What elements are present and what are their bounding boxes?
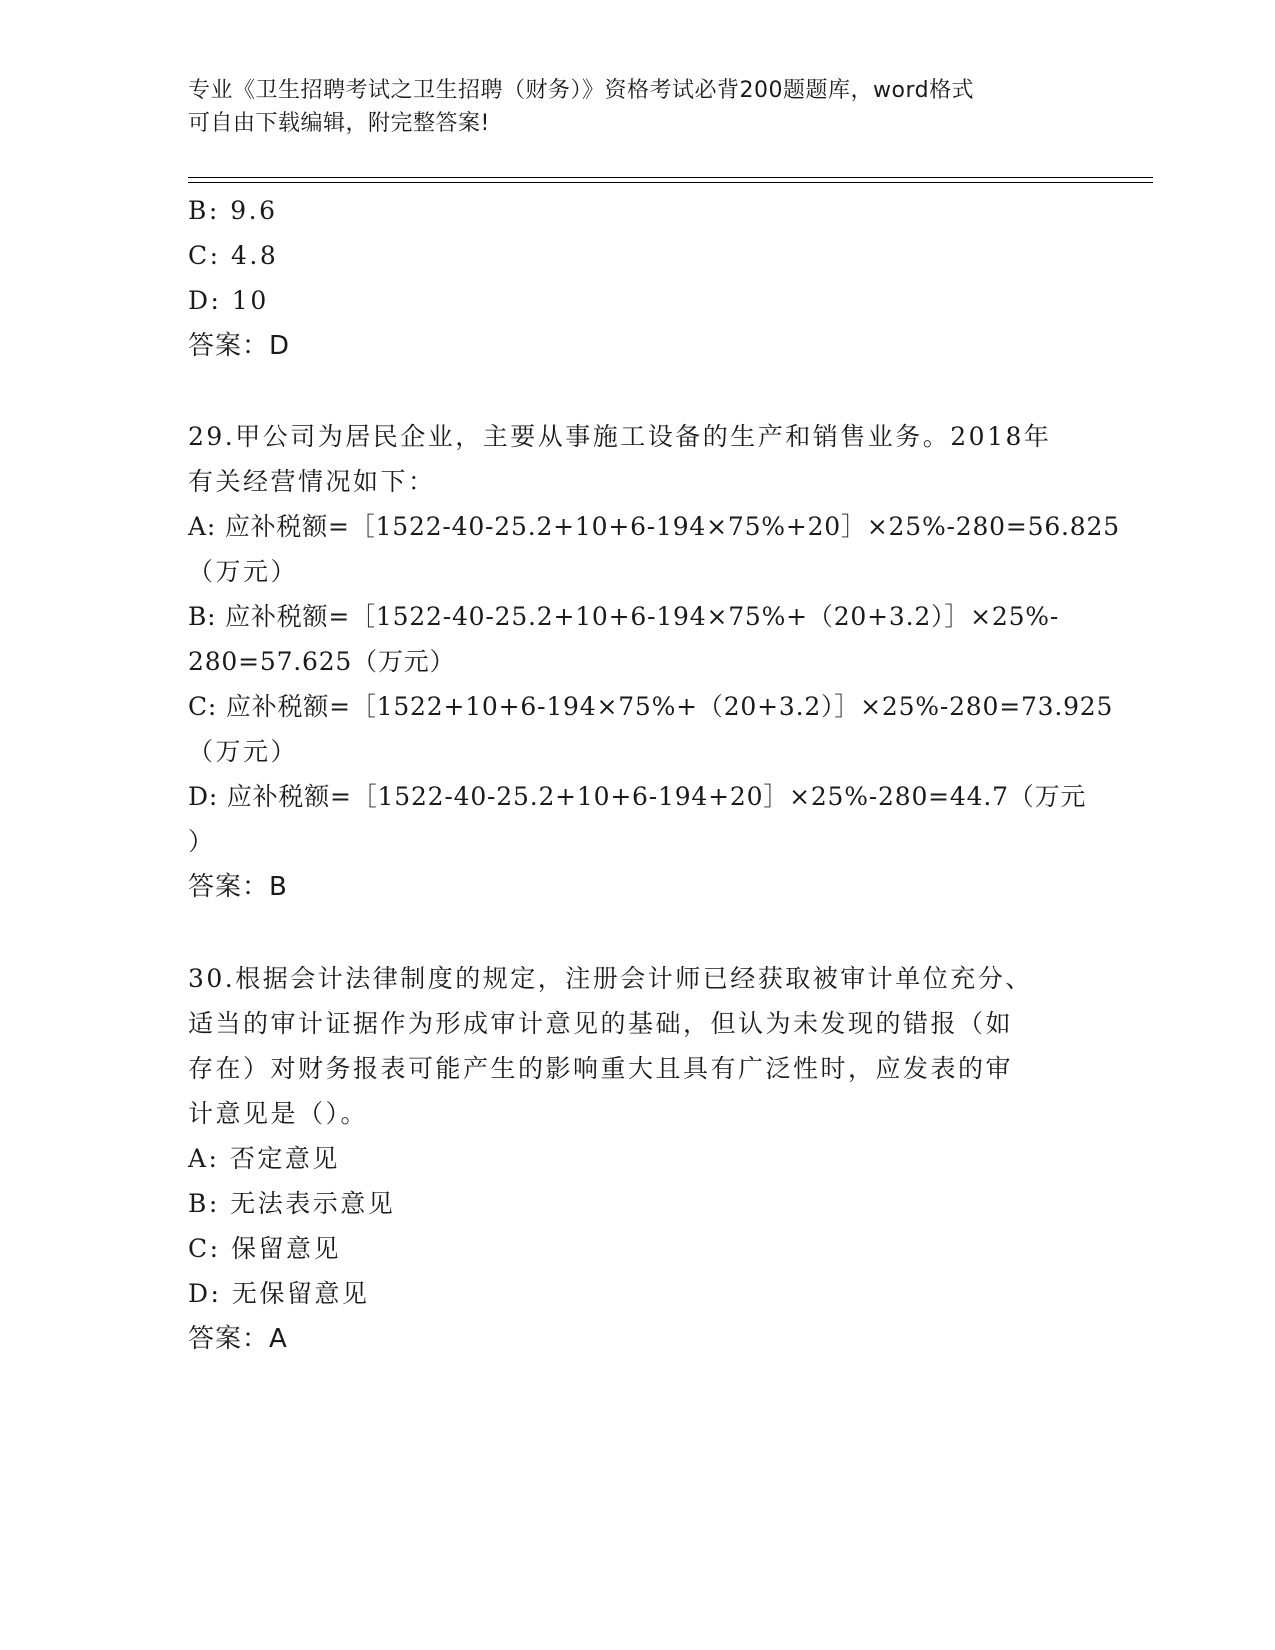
q28-option-b: B: 9.6 [188, 196, 278, 225]
q30-option-c: C: 保留意见 [188, 1234, 341, 1263]
q30-option-b: B: 无法表示意见 [188, 1189, 396, 1218]
q29-option-a-line-2: （万元） [188, 557, 299, 586]
q30-stem-line-1: 30.根据会计法律制度的规定，注册会计师已经获取被审计单位充分、 [188, 964, 1033, 993]
q28-option-c: C: 4.8 [188, 241, 279, 270]
q29-stem-line-2: 有关经营情况如下： [188, 467, 436, 496]
q29-answer: 答案：B [188, 872, 288, 902]
q30-stem-line-2: 适当的审计证据作为形成审计意见的基础，但认为未发现的错报（如 [188, 1009, 1014, 1038]
q30-stem-line-3: 存在）对财务报表可能产生的影响重大且具有广泛性时，应发表的审 [188, 1054, 1014, 1083]
q30-option-d: D: 无保留意见 [188, 1279, 370, 1308]
q28-answer: 答案：D [188, 331, 291, 361]
q29-option-b-line-1: B: 应补税额=［1522-40-25.2+10+6-194×75%+（20+3.2）］×25%- [188, 602, 1060, 631]
q29-option-a-line-1: A: 应补税额=［1522-40-25.2+10+6-194×75%+20］×25%-280=56.825 [188, 512, 1120, 541]
header-rule-top [188, 177, 1153, 178]
q29-option-c-line-2: （万元） [188, 737, 299, 766]
q30-option-a: A: 否定意见 [188, 1144, 340, 1173]
q30-answer: 答案：A [188, 1324, 288, 1354]
q29-stem-line-1: 29.甲公司为居民企业，主要从事施工设备的生产和销售业务。2018年 [188, 422, 1052, 451]
q29-option-d-line-1: D: 应补税额=［1522-40-25.2+10+6-194+20］×25%-280=44.7（万元 [188, 782, 1087, 811]
q30-stem-line-4: 计意见是（）。 [188, 1099, 369, 1128]
q28-option-d: D: 10 [188, 286, 269, 315]
header-line-2: 可自由下载编辑，附完整答案! [188, 111, 490, 136]
header-line-1: 专业《卫生招聘考试之卫生招聘（财务）》资格考试必背200题题库，word格式 [188, 78, 975, 103]
q29-option-d-line-2: ） [188, 827, 216, 856]
header-rule-bottom [188, 182, 1153, 183]
page-header [188, 74, 1088, 140]
q29-option-c-line-1: C: 应补税额=［1522+10+6-194×75%+（20+3.2）］×25%-280=73.925 [188, 692, 1114, 721]
q29-option-b-line-2: 280=57.625（万元） [188, 647, 456, 676]
